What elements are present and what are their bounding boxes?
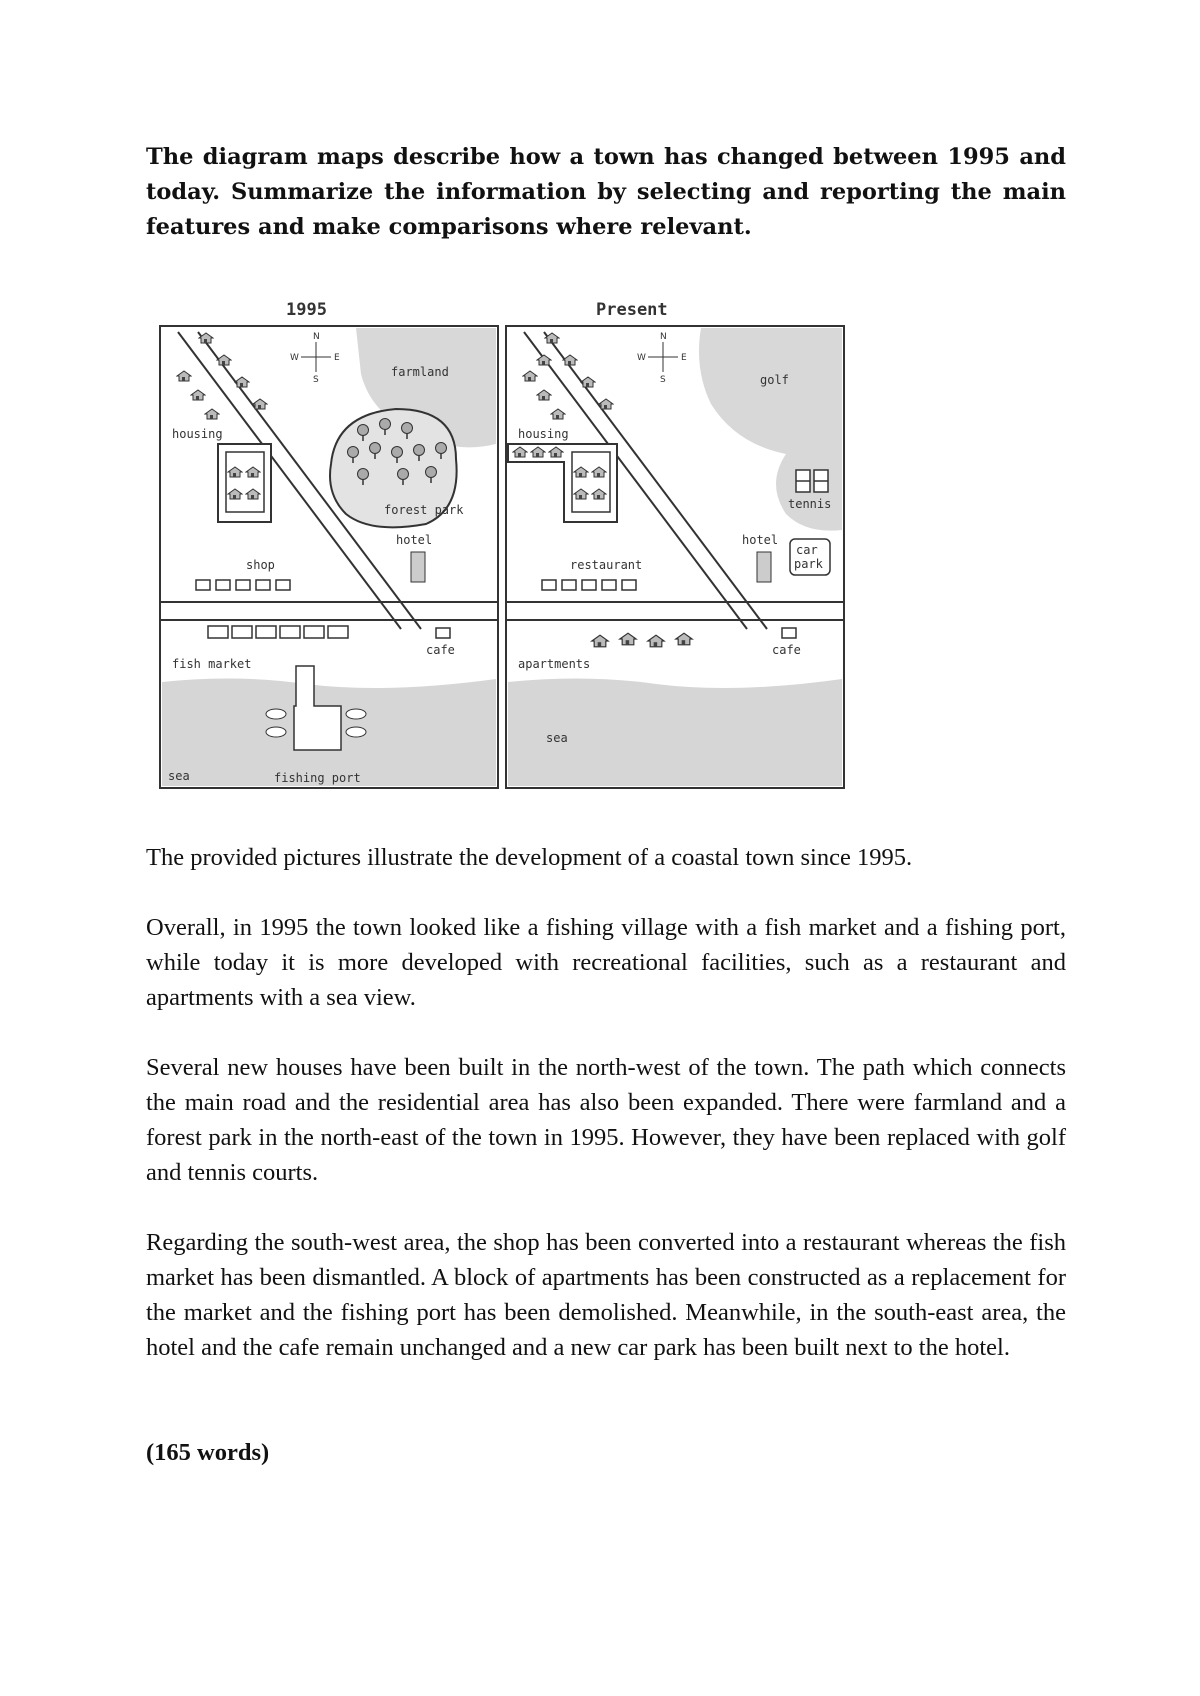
essay-paragraph-2: Overall, in 1995 the town looked like a fishing village with a fish market and a fishing port, while today it is more developed with recreational facilities, such as a restaurant and apartments with a sea view. bbox=[146, 914, 1066, 1011]
tennis-label: tennis bbox=[788, 497, 832, 511]
svg-text:N: N bbox=[313, 332, 320, 342]
hotel-1995 bbox=[411, 552, 425, 582]
svg-text:E: E bbox=[681, 353, 687, 363]
town-maps-figure bbox=[156, 294, 846, 789]
cafe-label-1995: cafe bbox=[426, 643, 455, 657]
svg-text:W: W bbox=[290, 353, 299, 363]
svg-text:S: S bbox=[660, 375, 666, 385]
sea-label-present: sea bbox=[546, 731, 568, 745]
essay-paragraph-1: The provided pictures illustrate the development of a coastal town since 1995. bbox=[146, 844, 913, 871]
task-prompt: The diagram maps describe how a town has changed between 1995 and today. Summarize the information by selecting and reporting the main features and make comparisons where relevant. bbox=[146, 144, 1066, 240]
shops-1995 bbox=[196, 580, 290, 590]
cafe-label-present: cafe bbox=[772, 643, 801, 657]
apartments-label: apartments bbox=[518, 657, 591, 671]
shop-label: shop bbox=[246, 558, 275, 572]
housing-label-present: housing bbox=[518, 427, 569, 441]
sea-label-1995: sea bbox=[168, 769, 190, 783]
cafe-present bbox=[782, 628, 796, 638]
word-count: (165 words) bbox=[146, 1439, 270, 1466]
essay-paragraph-4: Regarding the south-west area, the shop has been converted into a restaurant whereas the fish market has been dismantled. A block of apartments has been constructed as a replacement for the market and the fishing port has been demolished. Meanwhile, in the south-east area, the hotel and the cafe remain unchanged and a new car park has been built next to the hotel. bbox=[146, 1229, 1066, 1361]
hotel-label-1995: hotel bbox=[396, 533, 433, 547]
map-present bbox=[506, 300, 844, 788]
golf-label: golf bbox=[760, 373, 789, 387]
svg-text:S: S bbox=[313, 375, 319, 385]
svg-text:W: W bbox=[637, 353, 646, 363]
hotel-label-present: hotel bbox=[742, 533, 779, 547]
car-park-label-1: car bbox=[796, 543, 818, 557]
housing-block-1995 bbox=[218, 444, 271, 522]
restaurant-units bbox=[542, 580, 636, 590]
farmland-label: farmland bbox=[391, 365, 449, 379]
restaurant-label: restaurant bbox=[570, 558, 643, 572]
fish-market-label: fish market bbox=[172, 657, 252, 671]
essay-paragraph-3: Several new houses have been built in the north-west of the town. The path which connects the main road and the residential area has also been expanded. There were farmland and a forest park in the north-east of the town in 1995. However, they have been replaced with golf and tennis courts. bbox=[146, 1054, 1066, 1186]
fishing-port-label: fishing port bbox=[274, 771, 361, 785]
map-present-title: Present bbox=[596, 300, 668, 320]
housing-label-1995: housing bbox=[172, 427, 223, 441]
svg-text:E: E bbox=[334, 353, 340, 363]
car-park-label-2: park bbox=[794, 557, 823, 571]
car-park bbox=[790, 539, 830, 575]
svg-text:N: N bbox=[660, 332, 667, 342]
cafe-1995 bbox=[436, 628, 450, 638]
hotel-present bbox=[757, 552, 771, 582]
forest-park-label: forest park bbox=[384, 503, 464, 517]
map-1995-title: 1995 bbox=[286, 300, 327, 320]
